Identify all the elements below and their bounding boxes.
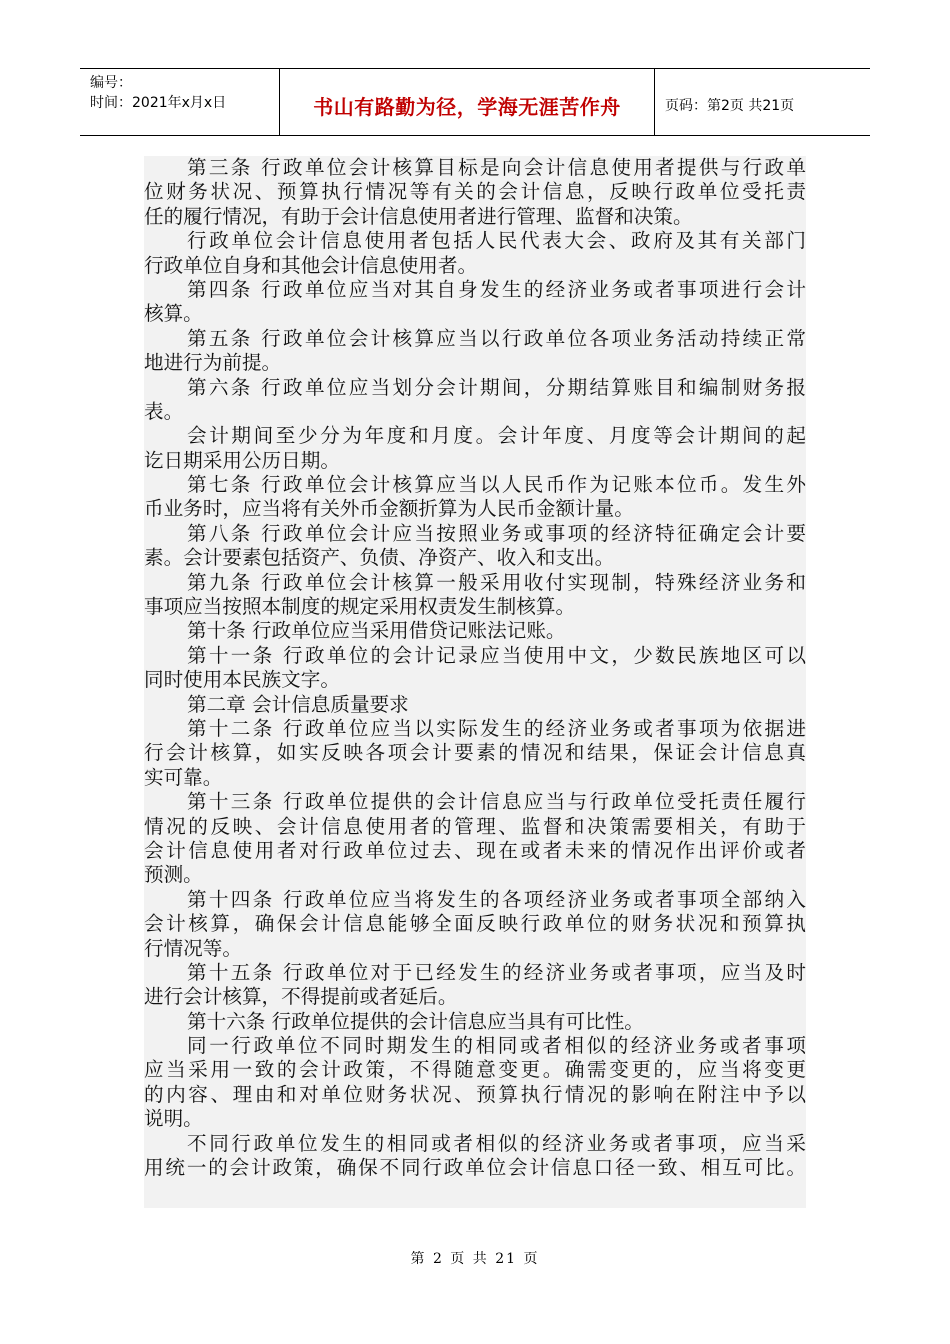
body-line: 第十三条 行政单位提供的会计信息应当与行政单位受托责任履行 (187, 790, 806, 814)
body-line: 表。 (144, 399, 184, 423)
body-line: 位财务状况、预算执行情况等有关的会计信息，反映行政单位受托责 (144, 180, 806, 204)
body-line: 行政单位会计信息使用者包括人民代表大会、政府及其有关部门 (187, 229, 806, 253)
body-line: 第三条 行政单位会计核算目标是向会计信息使用者提供与行政单 (187, 156, 806, 179)
header-page-info: 页码：第2页 共21页 (665, 98, 795, 114)
body-line: 币业务时，应当将有关外币金额折算为人民币金额计量。 (144, 497, 634, 521)
body-line: 第十条 行政单位应当采用借贷记账法记账。 (187, 619, 566, 643)
body-line: 第十四条 行政单位应当将发生的各项经济业务或者事项全部纳入 (187, 887, 806, 911)
body-line: 第十五条 行政单位对于已经发生的经济业务或者事项，应当及时 (187, 960, 806, 984)
body-line: 第九条 行政单位会计核算一般采用收付实现制，特殊经济业务和 (187, 570, 806, 594)
document-body (144, 156, 806, 1208)
body-line: 核算。 (144, 302, 203, 326)
body-line: 同时使用本民族文字。 (144, 668, 340, 692)
body-line: 用统一的会计政策，确保不同行政单位会计信息口径一致、相互可比。 (144, 1156, 806, 1180)
body-line: 不同行政单位发生的相同或者相似的经济业务或者事项，应当采 (187, 1131, 806, 1155)
body-line: 第七条 行政单位会计核算应当以人民币作为记账本位币。发生外 (187, 473, 806, 497)
body-line: 进行会计核算，不得提前或者延后。 (144, 985, 458, 1009)
body-line: 第十一条 行政单位的会计记录应当使用中文，少数民族地区可以 (187, 643, 806, 667)
body-line: 第十二条 行政单位应当以实际发生的经济业务或者事项为依据进 (187, 716, 806, 740)
body-line: 预测。 (144, 863, 203, 887)
body-line: 素。会计要素包括资产、负债、净资产、收入和支出。 (144, 546, 615, 570)
body-line: 第六条 行政单位应当划分会计期间，分期结算账目和编制财务报 (187, 375, 806, 399)
body-line: 行情况等。 (144, 936, 242, 960)
body-line: 第十六条 行政单位提供的会计信息应当具有可比性。 (187, 1009, 644, 1033)
header-motto: 书山有路勤为径，学海无涯苦作舟 (313, 94, 621, 119)
body-line: 第八条 行政单位会计应当按照业务或事项的经济特征确定会计要 (187, 521, 806, 545)
page-footer: 第 2 页 共 21 页 (410, 1251, 540, 1267)
header-page-info-cell (655, 69, 870, 135)
body-line: 应当采用一致的会计政策，不得随意变更。确需变更的，应当将变更 (144, 1058, 806, 1082)
chapter-heading: 第二章 会计信息质量要求 (187, 692, 409, 716)
body-line: 行会计核算，如实反映各项会计要素的情况和结果，保证会计信息真 (144, 741, 806, 765)
document-date-label: 时间：2021年x月x日 (90, 95, 227, 111)
body-line: 第四条 行政单位应当对其自身发生的经济业务或者事项进行会计 (187, 277, 806, 301)
body-line: 实可靠。 (144, 765, 223, 789)
body-line: 会计核算，确保会计信息能够全面反映行政单位的财务状况和预算执 (144, 912, 806, 936)
body-line: 同一行政单位不同时期发生的相同或者相似的经济业务或者事项 (187, 1034, 806, 1058)
body-line: 第五条 行政单位会计核算应当以行政单位各项业务活动持续正常 (187, 326, 806, 350)
body-line: 情况的反映、会计信息使用者的管理、监督和决策需要相关，有助于 (144, 814, 806, 838)
body-line: 的内容、理由和对单位财务状况、预算执行情况的影响在附注中予以 (144, 1082, 806, 1106)
header-motto-cell (280, 69, 655, 135)
body-line: 行政单位自身和其他会计信息使用者。 (144, 253, 478, 277)
body-line: 事项应当按照本制度的规定采用权责发生制核算。 (144, 595, 576, 619)
body-line: 任的履行情况，有助于会计信息使用者进行管理、监督和决策。 (144, 204, 693, 228)
body-line: 讫日期采用公历日期。 (144, 448, 340, 472)
header-meta (80, 69, 280, 135)
body-line: 会计期间至少分为年度和月度。会计年度、月度等会计期间的起 (187, 424, 806, 448)
body-line: 地进行为前提。 (144, 351, 282, 375)
document-number-label: 编号： (90, 75, 132, 91)
page-header (80, 68, 870, 136)
body-line: 说明。 (144, 1107, 203, 1131)
body-line: 会计信息使用者对行政单位过去、现在或者未来的情况作出评价或者 (144, 838, 806, 862)
